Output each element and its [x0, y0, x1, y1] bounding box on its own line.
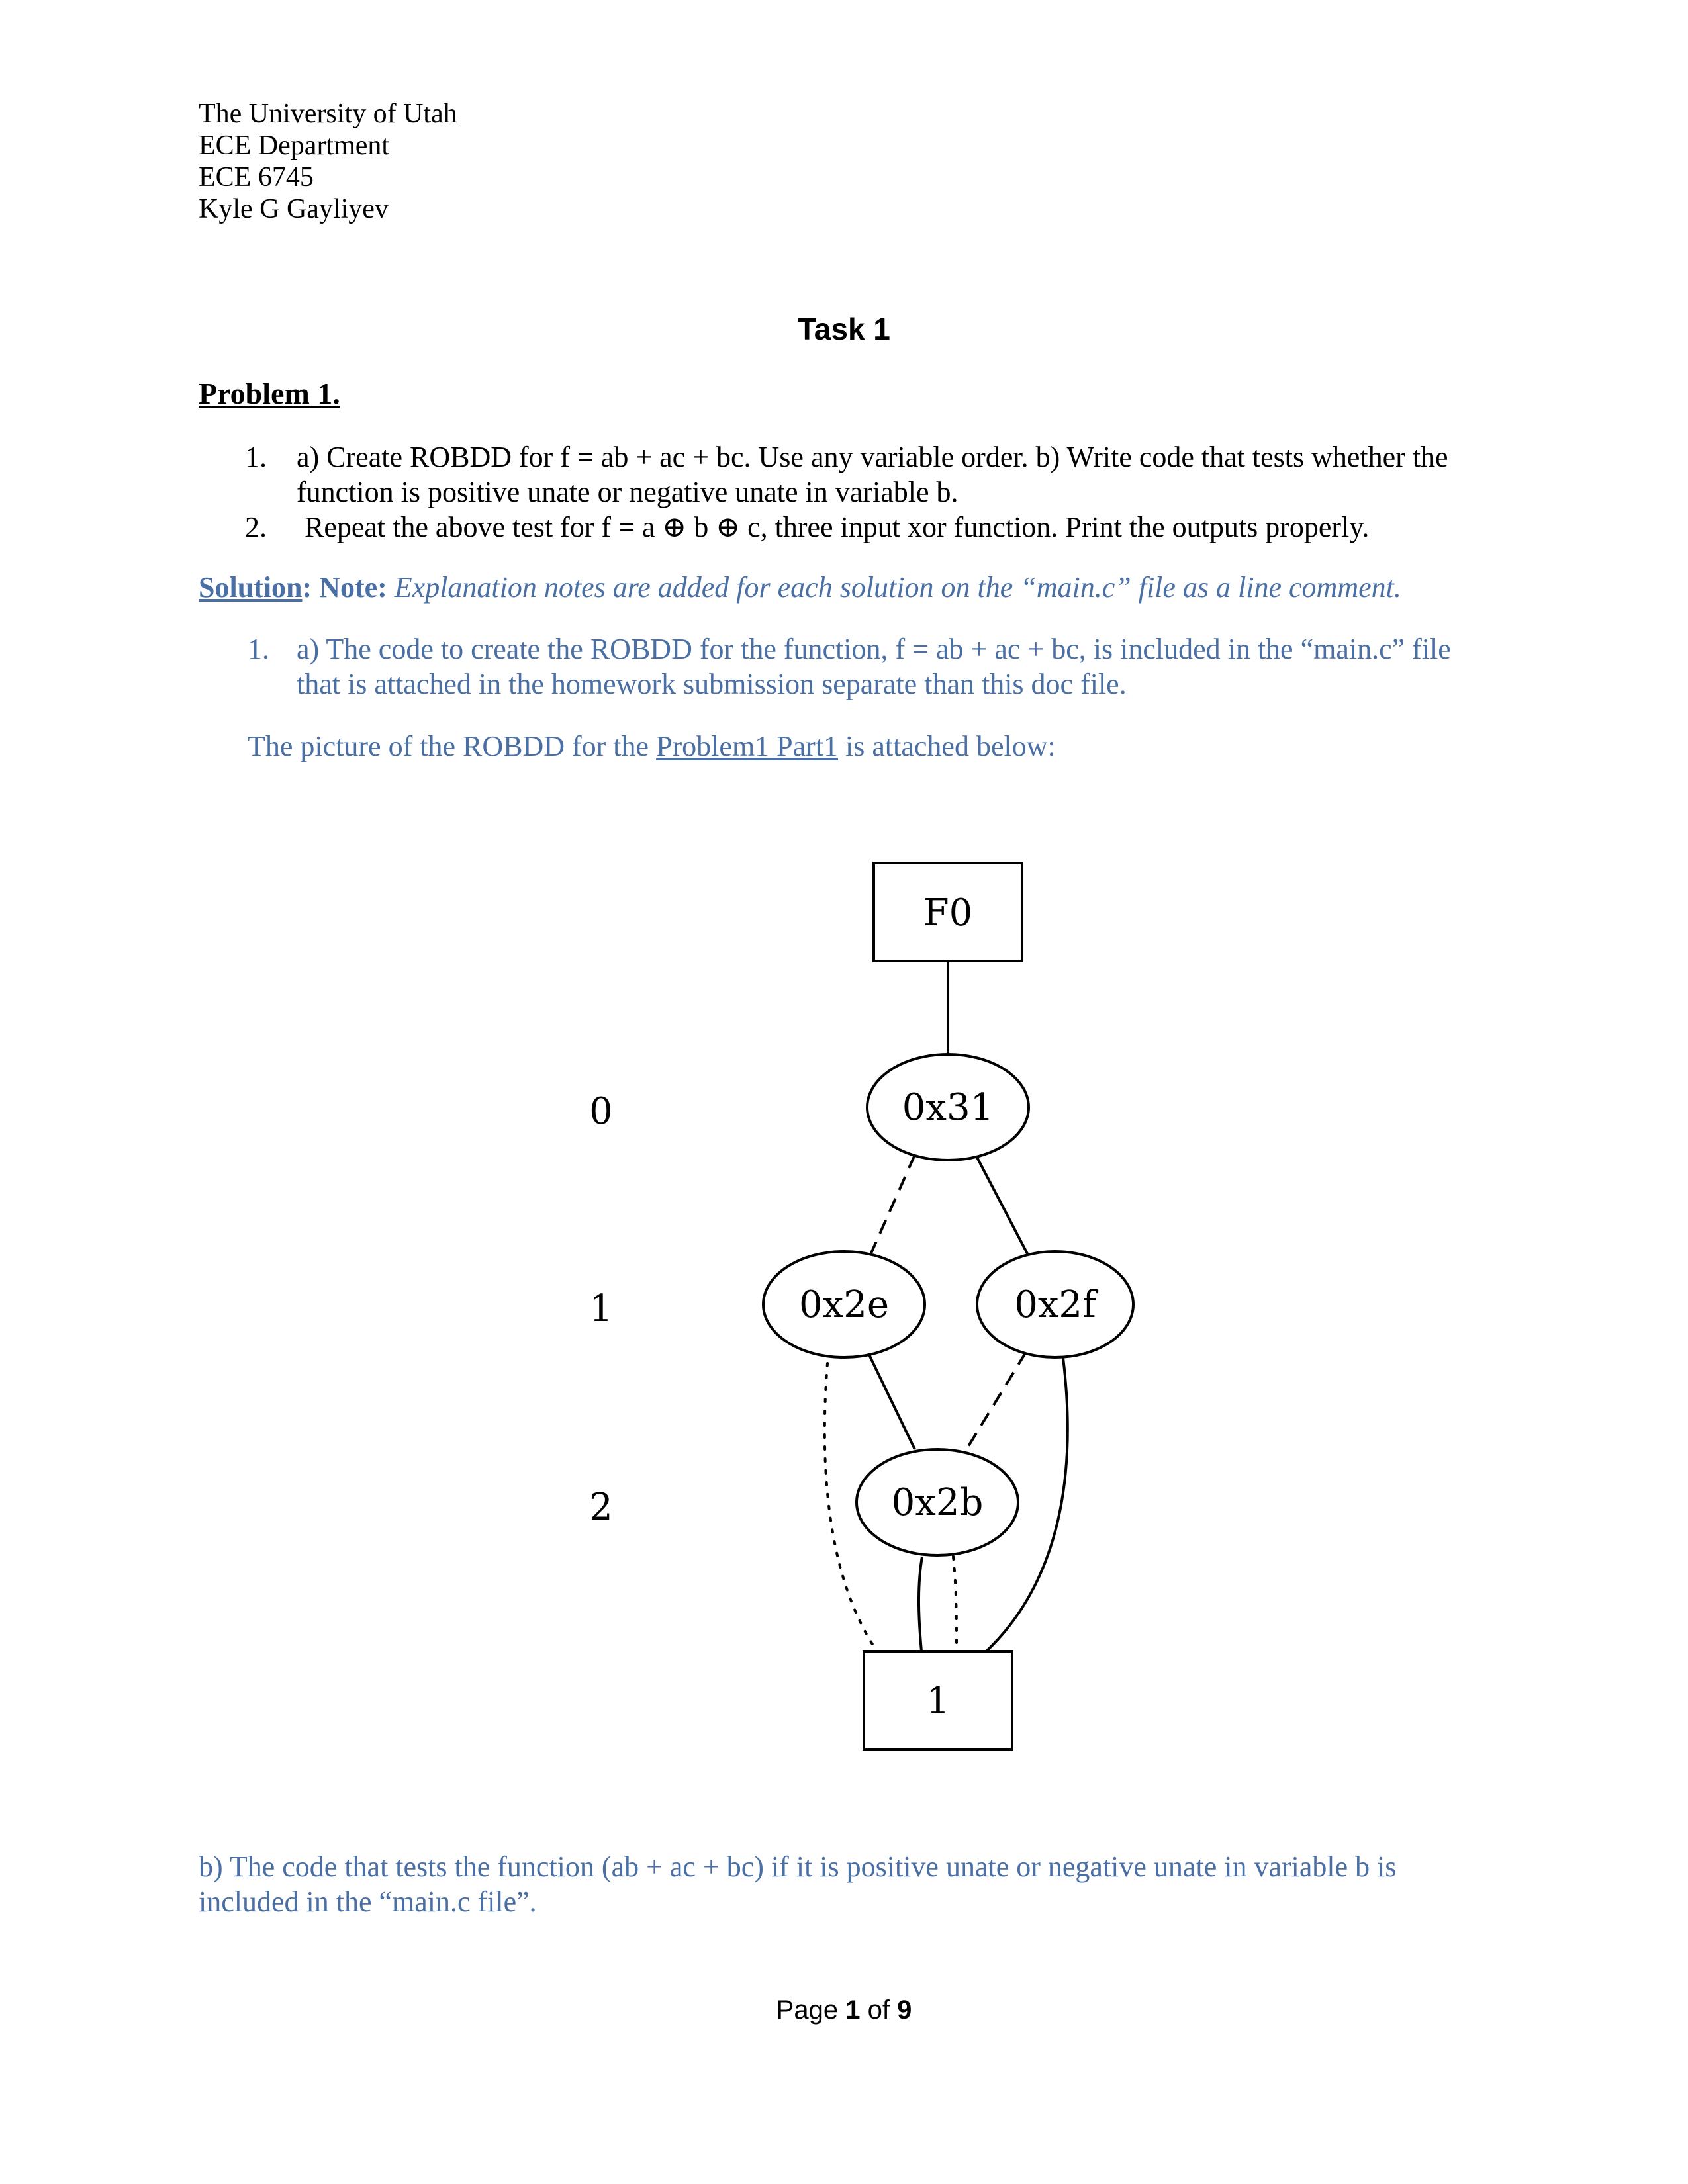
header-author: Kyle G Gayliyev [199, 194, 389, 224]
terminal-node-label: 1 [926, 1680, 950, 1723]
node-0x31-label: 0x31 [902, 1086, 994, 1129]
edge-0x2e-to-0x2b-high [868, 1352, 915, 1449]
header-department: ECE Department [199, 130, 390, 161]
problem-title: Problem 1. [199, 377, 340, 410]
footer-total-pages: 9 [897, 1995, 912, 2025]
edge-0x31-to-0x2e-low [870, 1155, 915, 1256]
solution-item-1-number: 1. [248, 633, 269, 665]
solution-colon: : [302, 571, 312, 604]
header-university: The University of Utah [199, 99, 457, 129]
problem-item-1-line2: function is positive unate or negative unate in variable b. [297, 476, 959, 508]
level-label-1: 1 [589, 1287, 613, 1330]
problem-item-1-line1: a) Create ROBDD for f = ab + ac + bc. Use any variable order. b) Write code that tests whether the [297, 441, 1448, 473]
edge-0x2b-to-terminal-high [919, 1557, 922, 1651]
page-footer [0, 1995, 1688, 2025]
part-b-line2: included in the “main.c file”. [199, 1886, 537, 1918]
footer-page-number: 1 [845, 1995, 861, 2025]
picture-sentence-post: is attached below: [838, 730, 1056, 762]
root-node-label: F0 [923, 891, 973, 934]
header-course: ECE 6745 [199, 162, 314, 193]
edge-0x31-to-0x2f-high [976, 1155, 1029, 1256]
problem-item-2-line1: Repeat the above test for f = a ⊕ b ⊕ c, three input xor function. Print the outputs properly. [305, 511, 1370, 543]
solution-item-1-line2: that is attached in the homework submission separate than this doc file. [297, 668, 1127, 700]
part-b-line1: b) The code that tests the function (ab + ac + bc) if it is positive unate or negative unate in variable b is [199, 1850, 1397, 1883]
edge-0x2b-to-terminal-dotted [953, 1557, 957, 1651]
level-label-2: 2 [589, 1486, 613, 1529]
note-label: Note: [319, 571, 387, 604]
solution-item-1-line1: a) The code to create the ROBDD for the function, f = ab + ac + bc, is included in the “main.c” file [297, 633, 1451, 665]
note-text: Explanation notes are added for each solution on the “main.c” file as a line comment. [394, 571, 1401, 604]
problem-item-1-number: 1. [245, 441, 267, 473]
footer-of-word: of [867, 1995, 890, 2025]
task-title: Task 1 [798, 312, 890, 346]
node-0x2b-label: 0x2b [891, 1481, 984, 1524]
node-0x2f-label: 0x2f [1014, 1283, 1096, 1326]
picture-sentence-pre: The picture of the ROBDD for the [248, 730, 657, 762]
problem-item-2-number: 2. [245, 511, 267, 543]
problem1-part1-link[interactable]: Problem1 Part1 [656, 730, 839, 762]
solution-label: Solution [199, 571, 303, 604]
edge-0x2f-to-0x2b-low [966, 1352, 1026, 1449]
footer-page-word: Page [776, 1995, 839, 2025]
level-label-0: 0 [589, 1090, 613, 1133]
node-0x2e-label: 0x2e [799, 1283, 889, 1326]
